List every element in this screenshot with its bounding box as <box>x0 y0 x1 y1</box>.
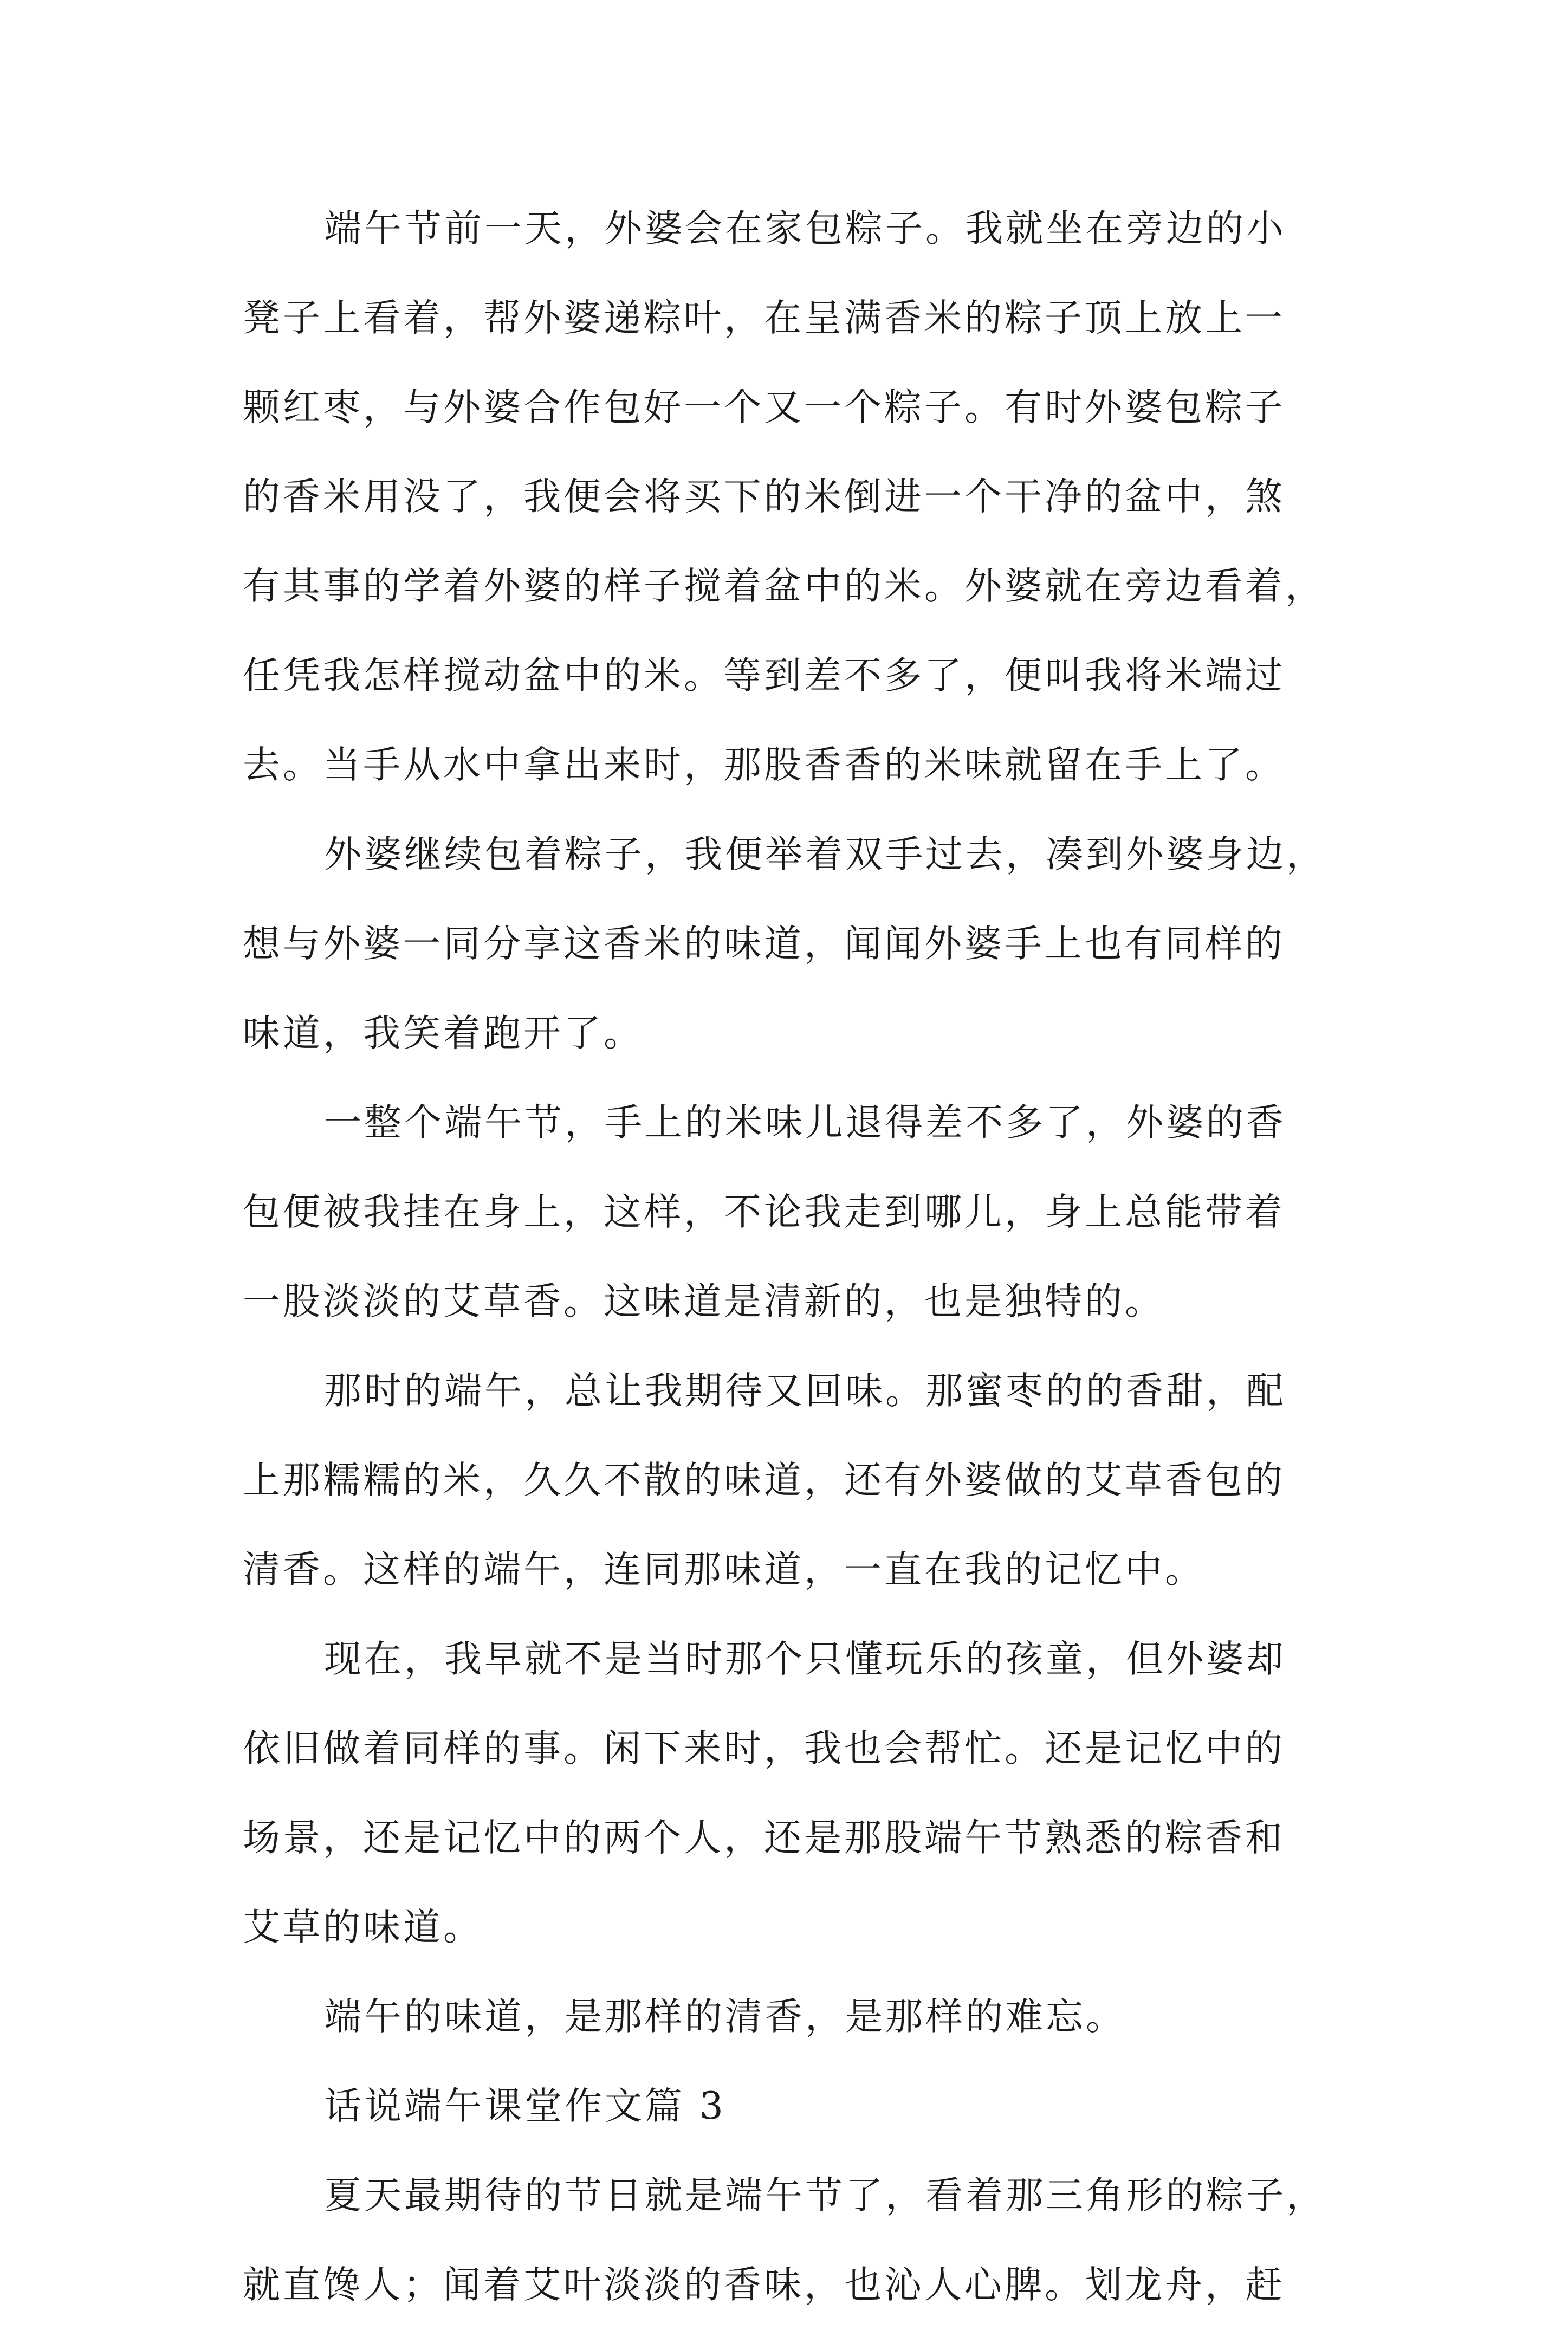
text-line: 凳子上看着，帮外婆递粽叶，在呈满香米的粽子顶上放上一 <box>243 296 1285 340</box>
text-line: 端午的味道，是那样的清香，是那样的难忘。 <box>324 1995 1126 2038</box>
document-body <box>243 184 1348 2330</box>
text-line: 端午节前一天，外婆会在家包粽子。我就坐在旁边的小 <box>324 207 1286 250</box>
text-line: 一股淡淡的艾草香。这味道是清新的，也是独特的。 <box>243 1280 1165 1323</box>
text-line: 场景，还是记忆中的两个人，还是那股端午节熟悉的粽香和 <box>243 1816 1285 1860</box>
text-line: 夏天最期待的节日就是端午节了，看着那三角形的粽子， <box>324 2174 1326 2217</box>
text-line: 依旧做着同样的事。闲下来时，我也会帮忙。还是记忆中的 <box>243 1727 1285 1770</box>
text-line: 外婆继续包着粽子，我便举着双手过去，凑到外婆身边， <box>324 833 1326 876</box>
text-line: 上那糯糯的米，久久不散的味道，还有外婆做的艾草香包的 <box>243 1459 1285 1502</box>
text-line: 艾草的味道。 <box>243 1906 483 1949</box>
text-line: 包便被我挂在身上，这样，不论我走到哪儿，身上总能带着 <box>243 1190 1285 1234</box>
text-line: 去。当手从水中拿出来时，那股香香的米味就留在手上了。 <box>243 743 1285 787</box>
text-line: 有其事的学着外婆的样子搅着盆中的米。外婆就在旁边看着， <box>243 565 1325 608</box>
text-line: 想与外婆一同分享这香米的味道，闻闻外婆手上也有同样的 <box>243 922 1285 966</box>
text-line: 任凭我怎样搅动盆中的米。等到差不多了，便叫我将米端过 <box>243 654 1285 697</box>
text-line: 现在，我早就不是当时那个只懂玩乐的孩童，但外婆却 <box>324 1638 1286 1681</box>
text-line: 味道，我笑着跑开了。 <box>243 1012 644 1055</box>
text-line: 那时的端午，总让我期待又回味。那蜜枣的的香甜，配 <box>324 1369 1286 1413</box>
text-line: 的香米用没了，我便会将买下的米倒进一个干净的盆中，煞 <box>243 475 1285 519</box>
text-line: 话说端午课堂作文篇 3 <box>324 2085 726 2128</box>
text-line: 清香。这样的端午，连同那味道，一直在我的记忆中。 <box>243 1548 1205 1591</box>
text-line: 颗红枣，与外婆合作包好一个又一个粽子。有时外婆包粽子 <box>243 386 1285 429</box>
text-line: 一整个端午节，手上的米味儿退得差不多了，外婆的香 <box>324 1101 1286 1144</box>
text-line: 就直馋人；闻着艾叶淡淡的香味，也沁人心脾。划龙舟，赶 <box>243 2263 1285 2307</box>
